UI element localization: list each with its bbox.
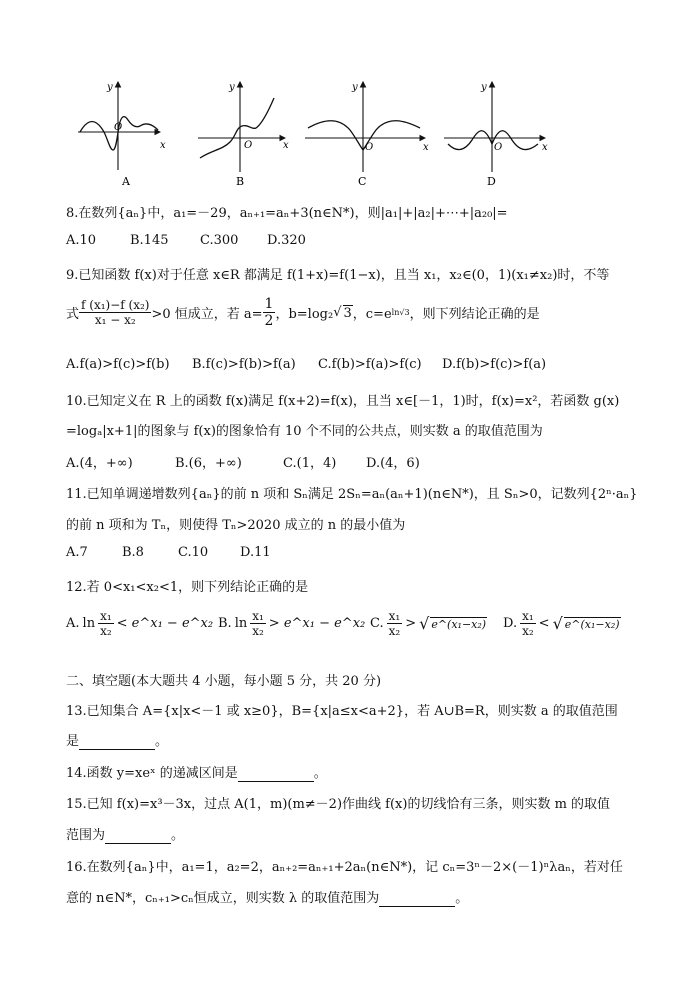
q12-c-sqrt-sign: √ <box>419 614 430 633</box>
section-2-heading: 二、填空题(本大题共 4 小题，每小题 5 分，共 20 分) <box>66 674 382 689</box>
q15-answer-blank <box>105 828 171 844</box>
q9-c-exponent: ln√3 <box>391 308 410 317</box>
graph-d-y-label: y <box>481 82 487 93</box>
q9-prefix: 式 <box>66 307 80 322</box>
q12-a-num: x₁ <box>100 609 112 623</box>
q9-option-a: A.f(a)>f(c)>f(b) <box>66 357 170 372</box>
graph-d-origin: O <box>494 142 503 153</box>
q9-a-den: 2 <box>264 313 274 329</box>
q9-b-text: ，b=log₂ <box>275 307 334 322</box>
q12-b-rel: > e^x₁ − e^x₂ <box>268 616 366 631</box>
q12-c-num: x₁ <box>388 609 401 623</box>
q12-c-label: C. <box>370 616 384 631</box>
graph-d-x-label: x <box>542 142 548 153</box>
q12-d-label: D. <box>503 616 518 631</box>
q13-line2-pre: 是 <box>66 734 80 749</box>
graph-c-label: C <box>358 175 367 188</box>
graph-b-origin: O <box>244 140 253 151</box>
q10-option-a: A.(4，+∞) <box>66 456 133 471</box>
q14-pre: 14.函数 y=xeˣ 的递减区间是 <box>66 766 238 781</box>
q12-d-fraction <box>520 609 536 638</box>
q14-line <box>66 762 327 782</box>
q9-frac-num: f (x₁)−f (x₂) <box>81 298 150 312</box>
q9-sqrt-sign: √ <box>333 305 342 320</box>
q15-line2-post: 。 <box>171 828 185 843</box>
q12-b-pre: ln <box>234 616 248 631</box>
q9-tail: ，则下列结论正确的是 <box>409 307 540 322</box>
q16-line2-pre: 意的 n∈N*，cₙ₊₁>cₙ恒成立，则实数 λ 的取值范围为 <box>66 891 380 906</box>
q9-a-num: 1 <box>264 296 274 312</box>
q8-option-b: B.145 <box>130 233 169 248</box>
q13-line2 <box>66 730 168 750</box>
q12-option-d <box>503 609 621 638</box>
q10-option-c: C.(1，4) <box>283 456 337 471</box>
q10-line1: 10.已知定义在 R 上的函数 f(x)满足 f(x+2)=f(x)，且当 x∈[－1，1)时，f(x)=x²，若函数 g(x) <box>66 394 620 409</box>
q15-line2 <box>66 824 184 844</box>
function-graphs <box>0 0 695 190</box>
q12-d-den: x₂ <box>522 624 534 638</box>
graph-c <box>305 82 425 172</box>
q16-line2-post: 。 <box>455 891 469 906</box>
q12-a-rel: < e^x₁ − e^x₂ <box>116 616 214 631</box>
q12-a-fraction <box>98 609 114 638</box>
q12-c-den: x₂ <box>388 624 401 638</box>
q12-option-a <box>66 609 213 638</box>
graph-c-y-label: y <box>352 82 358 93</box>
q10-option-d: D.(4，6) <box>366 456 420 471</box>
q8-option-a: A.10 <box>66 233 97 248</box>
graph-a-y-label: y <box>107 82 113 93</box>
q16-answer-blank <box>379 891 455 907</box>
q10-line2: =logₐ|x+1|的图象与 f(x)的图象恰有 10 个不同的公共点，则实数 a 的取值范围为 <box>66 424 543 439</box>
q14-answer-blank <box>238 766 314 782</box>
q12-c-fraction <box>387 609 403 638</box>
q11-option-b: B.8 <box>122 545 144 560</box>
q12-b-num: x₁ <box>252 609 264 623</box>
q9-option-b: B.f(c)>f(b)>f(a) <box>192 357 296 372</box>
q12-a-den: x₂ <box>100 624 112 638</box>
graph-c-x-label: x <box>423 142 429 153</box>
q11-option-c: C.10 <box>178 545 209 560</box>
q16-line2 <box>66 887 468 907</box>
q15-line2-pre: 范围为 <box>66 828 106 843</box>
q12-b-den: x₂ <box>252 624 264 638</box>
graph-a-origin: O <box>114 122 123 133</box>
graph-b-y-label: y <box>229 82 235 93</box>
q9-option-c: C.f(b)>f(a)>f(c) <box>318 357 422 372</box>
q9-c-text: ，c=e <box>352 307 392 322</box>
graph-a-label: A <box>122 175 130 188</box>
q9-option-d: D.f(b)>f(c)>f(a) <box>442 357 547 372</box>
q12-a-label: A. <box>66 616 80 631</box>
q12-d-num: x₁ <box>522 609 534 623</box>
graph-c-origin: O <box>365 142 374 153</box>
graph-b <box>198 82 285 172</box>
graph-a-x-label: x <box>160 140 166 151</box>
q12-a-pre: ln <box>82 616 96 631</box>
q12-d-rel: < <box>538 616 550 631</box>
graph-d <box>444 82 545 172</box>
q9-b-radicand: 3 <box>343 305 352 321</box>
q11-line1: 11.已知单调递增数列{aₙ}的前 n 项和 Sₙ满足 2Sₙ=aₙ(aₙ+1)(n∈N*)，且 Sₙ>0，记数列{2ⁿ·aₙ} <box>66 487 638 502</box>
q12-c-rel: > <box>405 616 417 631</box>
q9-a-fraction <box>263 296 276 329</box>
q9-inequality-fraction <box>79 298 151 327</box>
q13-line2-post: 。 <box>155 734 169 749</box>
q11-option-a: A.7 <box>66 545 88 560</box>
q8-option-d: D.320 <box>267 233 306 248</box>
q9-mid: >0 恒成立，若 a= <box>151 307 263 322</box>
q12-b-label: B. <box>218 616 232 631</box>
graph-b-x-label: x <box>283 140 289 151</box>
graph-b-label: B <box>236 175 245 188</box>
q8-option-c: C.300 <box>200 233 239 248</box>
q13-answer-blank <box>79 734 155 750</box>
q11-option-d: D.11 <box>240 545 271 560</box>
q12-d-sqrt-sign: √ <box>552 614 563 633</box>
q16-line1: 16.在数列{aₙ}中，a₁=1，a₂=2，aₙ₊₂=aₙ₊₁+2aₙ(n∈N*)，记 cₙ=3ⁿ－2×(－1)ⁿλaₙ，若对任 <box>66 860 623 875</box>
q12-b-fraction <box>250 609 266 638</box>
q11-line2: 的前 n 项和为 Tₙ，则使得 Tₙ>2020 成立的 n 的最小值为 <box>66 518 406 533</box>
q15-line1: 15.已知 f(x)=x³－3x，过点 A(1，m)(m≠－2)作曲线 f(x)的切线恰有三条，则实数 m 的取值 <box>66 797 611 812</box>
q12-option-c <box>370 609 487 638</box>
q10-option-b: B.(6，+∞) <box>175 456 242 471</box>
q9-line2 <box>66 296 540 329</box>
q12-c-radicand: e^(x₁−x₂) <box>431 617 487 631</box>
q12-d-radicand: e^(x₁−x₂) <box>564 617 620 631</box>
q8-stem: 8.在数列{aₙ}中，a₁=－29，aₙ₊₁=aₙ+3(n∈N*)，则|a₁|+|a₂|+⋯+|a₂₀|= <box>66 206 508 221</box>
graph-d-label: D <box>487 175 496 188</box>
q12-stem: 12.若 0<x₁<x₂<1，则下列结论正确的是 <box>66 580 309 595</box>
q9-line1: 9.已知函数 f(x)对于任意 x∈R 都满足 f(1+x)=f(1−x)，且当 x₁，x₂∈(0，1)(x₁≠x₂)时，不等 <box>66 268 610 283</box>
q12-option-b <box>218 609 365 638</box>
q9-frac-den: x₁ − x₂ <box>94 313 136 327</box>
q13-line1: 13.已知集合 A={x|x<－1 或 x≥0}，B={x|a≤x<a+2}，若 A∪B=R，则实数 a 的取值范围 <box>66 704 618 719</box>
q14-post: 。 <box>313 766 327 781</box>
